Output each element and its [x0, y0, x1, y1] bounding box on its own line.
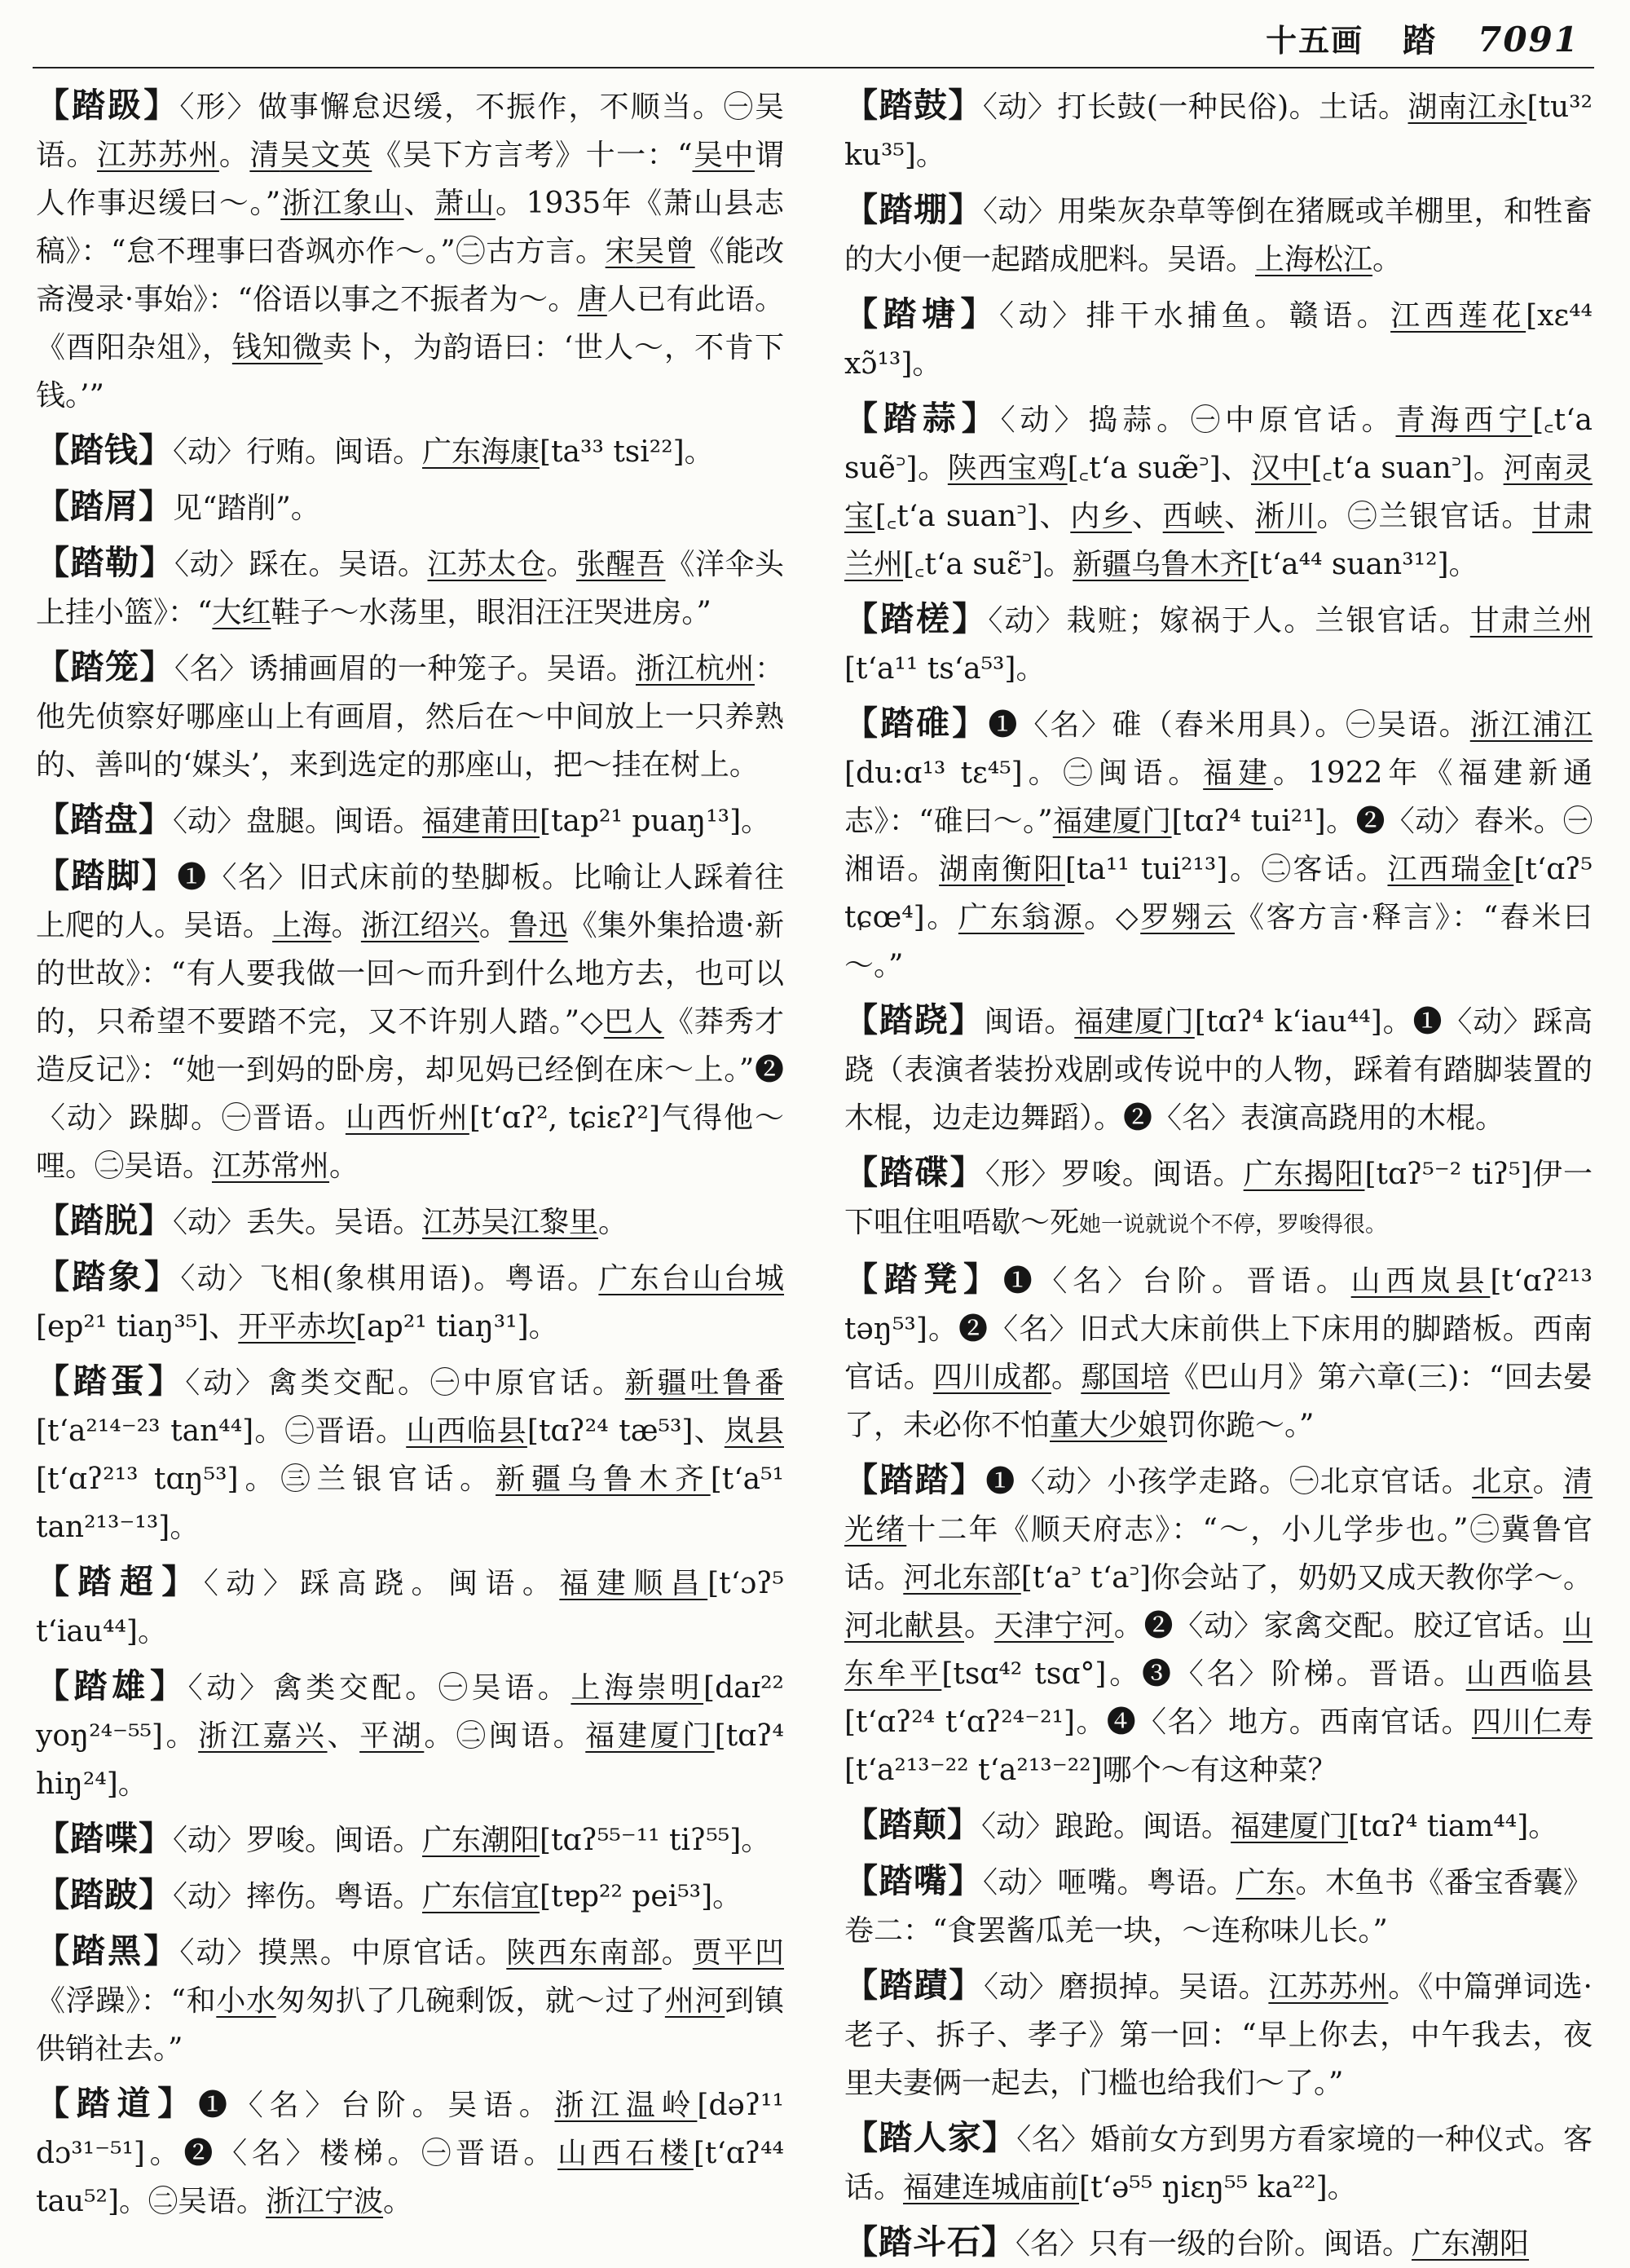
entry-headword: 【踏黑】 — [36, 1931, 180, 1970]
dictionary-entry — [844, 290, 1593, 388]
entry-text: 人已有此语。《酉阳杂俎》， — [36, 283, 784, 364]
underlined-proper-name: 州河 — [664, 1984, 725, 2018]
entry-text: [tɑʔ⁴ hiŋ²⁴]。 — [36, 1719, 784, 1801]
entry-text: [tu³² ku³⁵]。 — [844, 90, 1593, 172]
dictionary-entry — [844, 1801, 1593, 1851]
dictionary-entry — [844, 699, 1593, 990]
underlined-proper-name: 淅川 — [1255, 500, 1317, 533]
underlined-proper-name: 广东潮阳 — [1412, 2227, 1530, 2261]
entry-text: 。❷〈动〉家禽交配。胶辽官话。 — [1113, 1609, 1563, 1643]
small-print-gloss: 她一说就说个不停，罗唆得很。 — [1079, 1212, 1388, 1238]
entry-text: [tʻɑʔ⁵ tɕœ⁴]。 — [844, 853, 1593, 934]
underlined-proper-name: 福建莆田 — [422, 805, 540, 838]
entry-text: [꜀tʻa suɛ̃꜄]。 — [903, 548, 1073, 581]
underlined-proper-name: 江苏吴江黎里 — [422, 1206, 599, 1239]
entry-text: 〈形〉做事懈怠迟缓，不振作，不顺当。㊀吴语。 — [36, 90, 784, 172]
dictionary-entry — [844, 1255, 1593, 1449]
dictionary-entry — [844, 1857, 1593, 1955]
underlined-proper-name: 广东海康 — [422, 435, 540, 469]
underlined-proper-name: 唐 — [577, 283, 607, 316]
underlined-proper-name: 鄢国培 — [1081, 1361, 1170, 1394]
dictionary-entry — [36, 539, 784, 637]
entry-headword: 【踏钱】 — [36, 430, 173, 470]
underlined-proper-name: 四川仁寿 — [1471, 1705, 1593, 1739]
underlined-proper-name: 甘肃兰州 — [1469, 604, 1593, 638]
underlined-proper-name: 陕西宝鸡 — [947, 452, 1068, 485]
underlined-proper-name: 汉中 — [1251, 452, 1311, 485]
entry-text: 〈动〉栽赃；嫁祸于人。兰银官话。 — [988, 604, 1470, 638]
entry-text: 。 — [598, 1206, 628, 1239]
entry-text: 《洋伞头上挂小篮》：“ — [36, 548, 784, 629]
underlined-proper-name: 新疆乌鲁木齐 — [496, 1463, 711, 1496]
underlined-proper-name: 江苏常州 — [212, 1149, 330, 1183]
entry-headword: 【踏趿】 — [36, 86, 180, 125]
entry-text: 到镇供销社去。” — [36, 1984, 784, 2066]
dictionary-entry — [36, 82, 784, 420]
entry-text: [xɛ⁴⁴ xɔ̃¹³]。 — [844, 299, 1593, 381]
underlined-proper-name: 董大少娘 — [1050, 1409, 1168, 1442]
entry-text: [tʻɑʔ²⁴ tʻɑʔ²⁴⁻²¹]。❹〈名〉地方。西南官话。 — [844, 1705, 1472, 1739]
underlined-proper-name: 山西岚县 — [1350, 1264, 1491, 1298]
dictionary-entry — [36, 1558, 784, 1656]
entry-text: 谓人作事迟缓曰～。” — [36, 139, 784, 220]
underlined-proper-name: 福建厦门 — [1074, 1005, 1195, 1039]
underlined-proper-name: 四川成都 — [932, 1361, 1052, 1394]
entry-headword: 【踏蛋】 — [36, 1361, 186, 1401]
underlined-proper-name: 罗翙云 — [1140, 901, 1235, 934]
entry-headword: 【踏喋】 — [36, 1819, 173, 1858]
underlined-proper-name: 广东揭阳 — [1243, 1158, 1365, 1191]
entry-headword: 【踏斗石】 — [844, 2222, 1015, 2261]
entry-text: [tʻə⁵⁵ ŋiɛŋ⁵⁵ ka²²]。 — [1079, 2171, 1357, 2204]
entry-headword: 【踏跛】 — [36, 1875, 173, 1914]
underlined-proper-name: 江苏苏州 — [1268, 1970, 1389, 2004]
underlined-proper-name: 上海 — [272, 909, 332, 942]
entry-headword: 【踏雄】 — [36, 1666, 188, 1705]
entry-text: 《集外集拾遗·新的世故》：“有人要我做一回～而升到什么地方去，也可以的，只希望不要踏不完，又不许别人踏。”◇ — [36, 909, 784, 1039]
dictionary-entry — [36, 2080, 784, 2226]
underlined-proper-name: 河北东部 — [903, 1561, 1021, 1595]
entry-text: 。 — [661, 1936, 693, 1970]
entry-headword: 【踏脱】 — [36, 1201, 173, 1240]
entry-text: 〈动〉排干水捕鱼。赣语。 — [999, 299, 1391, 333]
entry-headword: 【踏碓】 — [844, 704, 989, 743]
entry-headword: 【踏跷】 — [844, 1000, 985, 1039]
entry-headword: 【踏勒】 — [36, 543, 174, 582]
underlined-proper-name: 福建顺昌 — [559, 1567, 708, 1600]
dictionary-entry — [844, 595, 1593, 693]
entry-text: 〈名〉只有一级的台阶。闽语。 — [1015, 2227, 1412, 2261]
underlined-proper-name: 福建厦门 — [585, 1719, 715, 1753]
underlined-proper-name: 福建连城庙前 — [903, 2171, 1080, 2204]
underlined-proper-name: 小水 — [216, 1984, 276, 2018]
underlined-proper-name: 浙江温岭 — [554, 2089, 698, 2122]
underlined-proper-name: 青海西宁 — [1395, 404, 1533, 437]
dictionary-entry — [36, 643, 784, 789]
entry-text: [tʻa²¹³⁻²² tʻa²¹³⁻²²]哪个～有这种菜？ — [844, 1754, 1337, 1787]
entry-text: 〈动〉摔伤。粤语。 — [173, 1880, 423, 1913]
entry-text: 〈动〉打长鼓(一种民俗)。土话。 — [982, 90, 1408, 124]
right-column — [844, 82, 1593, 2261]
entry-text: 。木鱼书《番宝香囊》卷二：“食罢酱瓜羌一块，～连称味儿长。” — [844, 1866, 1593, 1948]
entry-headword: 【踏槎】 — [844, 599, 989, 638]
underlined-proper-name: 萧山 — [434, 187, 496, 220]
underlined-proper-name: 浙江嘉兴 — [198, 1719, 328, 1753]
underlined-proper-name: 浙江绍兴 — [360, 909, 479, 942]
entry-text: 、 — [1224, 500, 1256, 533]
dictionary-entry — [36, 1357, 784, 1551]
entry-text: 。 — [1532, 1465, 1563, 1498]
entry-text: 〈动〉行贿。闽语。 — [173, 435, 423, 469]
entry-headword: 【踏人家】 — [844, 2118, 1017, 2157]
entry-text: 《吴下方言考》十一：“ — [372, 139, 693, 172]
dictionary-entry — [844, 1149, 1593, 1249]
entry-text: 。㊁兰银官话。 — [1316, 500, 1533, 533]
dictionary-entry — [844, 395, 1593, 589]
entry-text: 〈动〉盘腿。闽语。 — [173, 805, 423, 838]
dictionary-entry — [36, 796, 784, 845]
entry-text: 。《中篇弹词选·老子、拆子、孝子》第一回：“早上你去，中午我去，夜里夫妻俩一起去，门槛也给我们～了。” — [844, 1970, 1593, 2100]
entry-text: [ep²¹ tiaŋ³⁵]、 — [36, 1310, 239, 1344]
entry-text: 、 — [1131, 500, 1163, 533]
entry-headword: 【踏凳】 — [844, 1260, 1003, 1299]
underlined-proper-name: 宋 — [605, 235, 636, 268]
entry-text: [tɑʔ²⁴ tæ⁵³]、 — [526, 1414, 725, 1448]
entry-text: 〈动〉踩高跷。闽语。 — [203, 1567, 560, 1600]
entry-text: [꜀tʻa suæ̃꜄]、 — [1067, 452, 1251, 485]
dictionary-entry — [36, 483, 784, 532]
entry-text: 、 — [403, 187, 435, 220]
entry-text: ：他先侦察好哪座山上有画眉，然后在～中间放上一只养熟的、善叫的‘媒头’，来到选定的那座山，把～挂在树上。 — [36, 652, 784, 782]
underlined-proper-name: 山西临县 — [406, 1414, 527, 1448]
entry-text: [tʻa⁵¹ tan²¹³⁻¹³]。 — [36, 1463, 784, 1544]
entry-text: [tɑʔ⁴ tui²¹]。❷〈动〉舂米。㊀湘语。 — [844, 805, 1593, 886]
entry-text: [tʻa²¹⁴⁻²³ tan⁴⁴]。㊁晋语。 — [36, 1414, 407, 1448]
entry-text: 〈形〉罗唆。闽语。 — [985, 1158, 1244, 1191]
entry-text: [꜀tʻa suan꜄]、 — [874, 500, 1071, 533]
underlined-proper-name: 浙江浦江 — [1469, 708, 1593, 742]
entry-text: [tʻɑʔ²¹³ tɑŋ⁵³]。㊂兰银官话。 — [36, 1463, 496, 1496]
entry-text: 。1935年《萧山县志稿》：“怠不理事曰沓飒亦作～。”㊁古方言。 — [36, 187, 784, 268]
entry-headword: 【踏碟】 — [844, 1153, 985, 1192]
dictionary-entry — [844, 186, 1593, 284]
entry-text: [tɑʔ⁴ kʻiau⁴⁴]。❶〈动〉踩高跷（表演者装扮戏剧或传说中的人物，踩着有踏脚装置的木棍，边走边舞蹈）。❷〈名〉表演高跷用的木棍。 — [844, 1005, 1593, 1135]
dictionary-entry — [36, 852, 784, 1190]
underlined-proper-name: 广东翁源 — [958, 901, 1085, 934]
entry-text: 匆匆扒了几碗剩饭，就～过了 — [275, 1984, 665, 2018]
underlined-proper-name: 大红 — [212, 596, 271, 629]
dictionary-entry — [844, 2114, 1593, 2212]
entry-text: 罚你跪～。” — [1167, 1409, 1315, 1442]
header-rule — [33, 67, 1594, 68]
entry-text: 《浮躁》：“和 — [36, 1984, 217, 2018]
entry-text: 闽语。 — [984, 1005, 1075, 1039]
entry-text: [tʻɑʔ², tɕiɛʔ²]气得他～哩。㊁吴语。 — [36, 1101, 784, 1183]
entry-headword: 【踏蹟】 — [844, 1966, 984, 2005]
entry-headword: 【踏脚】 — [36, 856, 178, 895]
dictionary-entry — [36, 426, 784, 476]
left-column — [36, 82, 785, 2218]
underlined-proper-name: 甘肃兰州 — [844, 500, 1593, 581]
entry-headword: 【踏蒜】 — [844, 399, 1001, 438]
entry-text: [tap²¹ puaŋ¹³]。 — [540, 805, 771, 838]
page-number: 7091 — [1478, 20, 1579, 60]
entry-text: 〈名〉诱捕画眉的一种笼子。吴语。 — [174, 652, 636, 686]
dictionary-entry — [36, 1253, 784, 1351]
underlined-proper-name: 江苏太仓 — [427, 548, 547, 581]
entry-text: 〈动〉丢失。吴语。 — [173, 1206, 423, 1239]
underlined-proper-name: 江西莲花 — [1390, 299, 1526, 333]
underlined-proper-name: 河北献县 — [844, 1609, 964, 1643]
underlined-proper-name: 河南灵宝 — [844, 452, 1593, 533]
dictionary-entry — [844, 2218, 1593, 2268]
entry-text: 。 — [331, 909, 361, 942]
underlined-proper-name: 福建厦门 — [1052, 805, 1172, 838]
underlined-proper-name: 吴文英 — [280, 139, 372, 172]
header-head-character: 踏 — [1403, 21, 1436, 60]
underlined-proper-name: 广东信宜 — [422, 1880, 540, 1913]
entry-text: ❶〈名〉碓（舂米用具）。㊀吴语。 — [988, 708, 1470, 742]
entry-headword: 【踏盘】 — [36, 800, 173, 839]
entry-text: 。◇ — [1084, 901, 1141, 934]
dictionary-entry — [36, 1197, 784, 1247]
entry-text: [tʻɑʔ²¹³ təŋ⁵³]。❷〈名〉旧式大床前供上下床用的脚踏板。西南官话。 — [844, 1264, 1593, 1394]
entry-text: 《客方言·释言》：“舂米曰～。” — [844, 901, 1593, 982]
underlined-proper-name: 山西石楼 — [557, 2137, 694, 2170]
underlined-proper-name: 吴中 — [692, 139, 755, 172]
entry-text: [tʻɔʔ⁵ tʻiau⁴⁴]。 — [36, 1567, 784, 1648]
underlined-proper-name: 上海松江 — [1255, 243, 1373, 276]
dictionary-entry — [844, 1456, 1593, 1794]
entry-text: [tɑʔ⁴ tiam⁴⁴]。 — [1348, 1810, 1558, 1843]
underlined-proper-name: 福建 — [1203, 757, 1273, 790]
underlined-proper-name: 巴人 — [603, 1005, 664, 1039]
entry-text: [ta³³ tsi²²]。 — [540, 435, 714, 469]
underlined-proper-name: 广东潮阳 — [422, 1824, 540, 1857]
entry-text: 〈动〉踩在。吴语。 — [174, 548, 428, 581]
underlined-proper-name: 山西忻州 — [345, 1101, 469, 1135]
entry-text: 〈动〉咂嘴。粤语。 — [983, 1866, 1236, 1900]
entry-text: 。 — [964, 1609, 994, 1643]
entry-text: 、 — [327, 1719, 360, 1753]
dictionary-entry — [36, 1871, 784, 1921]
entry-text: 。 — [546, 548, 576, 581]
underlined-proper-name: 广东 — [1236, 1866, 1296, 1900]
entry-text: [tsɑ⁴² tsɑ°]。❸〈名〉阶梯。晋语。 — [941, 1657, 1466, 1691]
running-header — [1266, 15, 1579, 61]
entry-text: 〈动〉禽类交配。㊀中原官话。 — [185, 1366, 625, 1400]
underlined-proper-name: 新疆吐鲁番 — [624, 1366, 784, 1400]
entry-text: 〈动〉捣蒜。㊀中原官话。 — [1000, 404, 1396, 437]
dictionary-entry — [844, 996, 1593, 1142]
entry-text: 十二年《顺天府志》：“～，小儿学步也。”㊁冀鲁官话。 — [844, 1513, 1593, 1595]
entry-text: ❶〈名〉台阶。晋语。 — [1002, 1264, 1351, 1298]
entry-text: ❶〈名〉旧式床前的垫脚板。比喻让人踩着往上爬的人。吴语。 — [36, 861, 784, 942]
entry-text: [du:ɑ¹³ tɛ⁴⁵]。㊁闽语。 — [844, 757, 1204, 790]
underlined-proper-name: 江西瑞金 — [1387, 853, 1514, 886]
entry-text: [ap²¹ tiaŋ³¹]。 — [355, 1310, 558, 1344]
entry-text: 〈动〉禽类交配。㊀吴语。 — [187, 1671, 571, 1705]
entry-headword: 【踏鼓】 — [844, 86, 983, 125]
dictionary-entry — [844, 82, 1593, 179]
underlined-proper-name: 清 — [249, 139, 280, 172]
entry-text: [tɑʔ⁵⁻² tiʔ⁵]伊一下咀住咀唔歇～死 — [844, 1158, 1593, 1239]
entry-text: [tʻɑʔ⁴⁴ tau⁵²]。㊁吴语。 — [36, 2137, 784, 2218]
entry-text: 。 — [1372, 243, 1403, 276]
underlined-proper-name: 福建厦门 — [1231, 1810, 1349, 1843]
underlined-proper-name: 吴曾 — [635, 235, 695, 268]
entry-text: 〈名〉婚前女方到男方看家境的一种仪式。客话。 — [844, 2123, 1593, 2204]
entry-text: 。 — [478, 909, 509, 942]
underlined-proper-name: 浙江宁波 — [266, 2185, 384, 2218]
entry-headword: 【踏象】 — [36, 1257, 181, 1296]
entry-text: 。 — [218, 139, 250, 172]
entry-headword: 【踏屑】 — [36, 487, 173, 526]
entry-headword: 【踏堋】 — [844, 190, 983, 229]
entry-text: [ta¹¹ tui²¹³]。㊁客话。 — [1064, 853, 1388, 886]
entry-text: [tʻa⁴⁴ suan³¹²]。 — [1249, 548, 1478, 581]
entry-text: [tɐp²² pei⁵³]。 — [540, 1880, 742, 1913]
entry-text: [꜀tʻa suẽ꜄]。 — [844, 404, 1593, 485]
entry-headword: 【踏笼】 — [36, 647, 174, 686]
entry-text: ❶〈动〉小孩学走路。㊀北京官话。 — [985, 1465, 1473, 1498]
entry-headword: 【踏颠】 — [844, 1805, 981, 1844]
underlined-proper-name: 江苏苏州 — [96, 139, 219, 172]
entry-text: 。 — [1051, 1361, 1082, 1394]
entry-text: 《莽秀才造反记》：“她一到妈的卧房，却见妈已经倒在床～上。”❷〈动〉跺脚。㊀晋语。 — [36, 1005, 784, 1135]
underlined-proper-name: 新疆乌鲁木齐 — [1073, 548, 1249, 581]
entry-text: 《能改斋漫录·事始》：“俗语以事之不振者为～。 — [36, 235, 784, 316]
underlined-proper-name: 陕西东南部 — [506, 1936, 662, 1970]
underlined-proper-name: 浙江象山 — [280, 187, 404, 220]
underlined-proper-name: 鲁迅 — [509, 909, 568, 942]
underlined-proper-name: 清光绪 — [844, 1465, 1593, 1547]
entry-headword: 【踏踏】 — [844, 1460, 986, 1499]
underlined-proper-name: 山东牟平 — [844, 1609, 1593, 1691]
entry-text: 〈动〉磨损掉。吴语。 — [983, 1970, 1269, 2004]
entry-text: 〈动〉用柴灰杂草等倒在猪厩或羊棚里，和牲畜的大小便一起踏成肥料。吴语。 — [844, 195, 1593, 276]
stroke-section-label: 十五画 — [1266, 22, 1364, 59]
entry-text: ❶〈名〉台阶。吴语。 — [197, 2089, 555, 2122]
underlined-proper-name: 西峡 — [1162, 500, 1225, 533]
entry-text: 。 — [329, 1149, 359, 1183]
entry-text: 〈动〉踉跄。闽语。 — [981, 1810, 1231, 1843]
dictionary-entry — [36, 1662, 784, 1808]
underlined-proper-name: 张醒吾 — [575, 548, 666, 581]
entry-text: 〈动〉摸黑。中原官话。 — [179, 1936, 507, 1970]
entry-text: 。1922年《福建新通志》：“碓曰～。” — [844, 757, 1593, 838]
underlined-proper-name: 天津宁河 — [993, 1609, 1114, 1643]
entry-text: 〈动〉罗唆。闽语。 — [173, 1824, 423, 1857]
underlined-proper-name: 北京 — [1472, 1465, 1533, 1498]
dictionary-entry — [36, 1927, 784, 2073]
entry-text: 见“踏削”。 — [173, 492, 320, 525]
underlined-proper-name: 岚县 — [724, 1414, 784, 1448]
entry-text: 〈动〉飞相(象棋用语)。粤语。 — [180, 1262, 599, 1295]
underlined-proper-name: 广东台山台城 — [598, 1262, 785, 1295]
entry-text: 鞋子～水荡里，眼泪汪汪哭进房。” — [271, 596, 711, 629]
underlined-proper-name: 内乡 — [1070, 500, 1132, 533]
entry-headword: 【踏道】 — [36, 2084, 198, 2123]
entry-headword: 【踏超】 — [36, 1562, 204, 1601]
underlined-proper-name: 钱知微 — [231, 331, 323, 364]
underlined-proper-name: 上海崇明 — [570, 1671, 704, 1705]
dictionary-entry — [36, 1815, 784, 1864]
underlined-proper-name: 开平赤坎 — [238, 1310, 356, 1344]
underlined-proper-name: 贾平凹 — [692, 1936, 784, 1970]
entry-text: [tʻa꜄ tʻa꜄]你会站了，奶奶又成天教你学～。 — [1020, 1561, 1593, 1595]
entry-text: [tʻa¹¹ tsʻa⁵³]。 — [844, 652, 1046, 686]
entry-text: 。㊁闽语。 — [424, 1719, 586, 1753]
entry-text: [daɪ²² yoŋ²⁴⁻⁵⁵]。 — [36, 1671, 784, 1753]
entry-headword: 【踏塘】 — [844, 294, 1000, 333]
entry-text: [꜀tʻa suan꜄]。 — [1311, 452, 1504, 485]
dictionary-entry — [844, 1961, 1593, 2107]
entry-headword: 【踏嘴】 — [844, 1861, 983, 1900]
entry-text: [dəʔ¹¹ dɔ³¹⁻⁵¹]。❷〈名〉楼梯。㊀晋语。 — [36, 2089, 784, 2170]
underlined-proper-name: 浙江杭州 — [635, 652, 755, 686]
entry-text: [tɑʔ⁵⁵⁻¹¹ tiʔ⁵⁵]。 — [540, 1824, 771, 1857]
underlined-proper-name: 湖南衡阳 — [939, 853, 1065, 886]
underlined-proper-name: 湖南江永 — [1408, 90, 1527, 124]
entry-text: 卖卜，为韵语曰：‘世人～，不肯下钱。’” — [36, 331, 784, 413]
entry-text: 《巴山月》第六章(三)：“回去晏了，未必你不怕 — [844, 1361, 1593, 1442]
underlined-proper-name: 平湖 — [359, 1719, 425, 1753]
entry-text: 。 — [383, 2185, 413, 2218]
underlined-proper-name: 山西临县 — [1465, 1657, 1593, 1691]
